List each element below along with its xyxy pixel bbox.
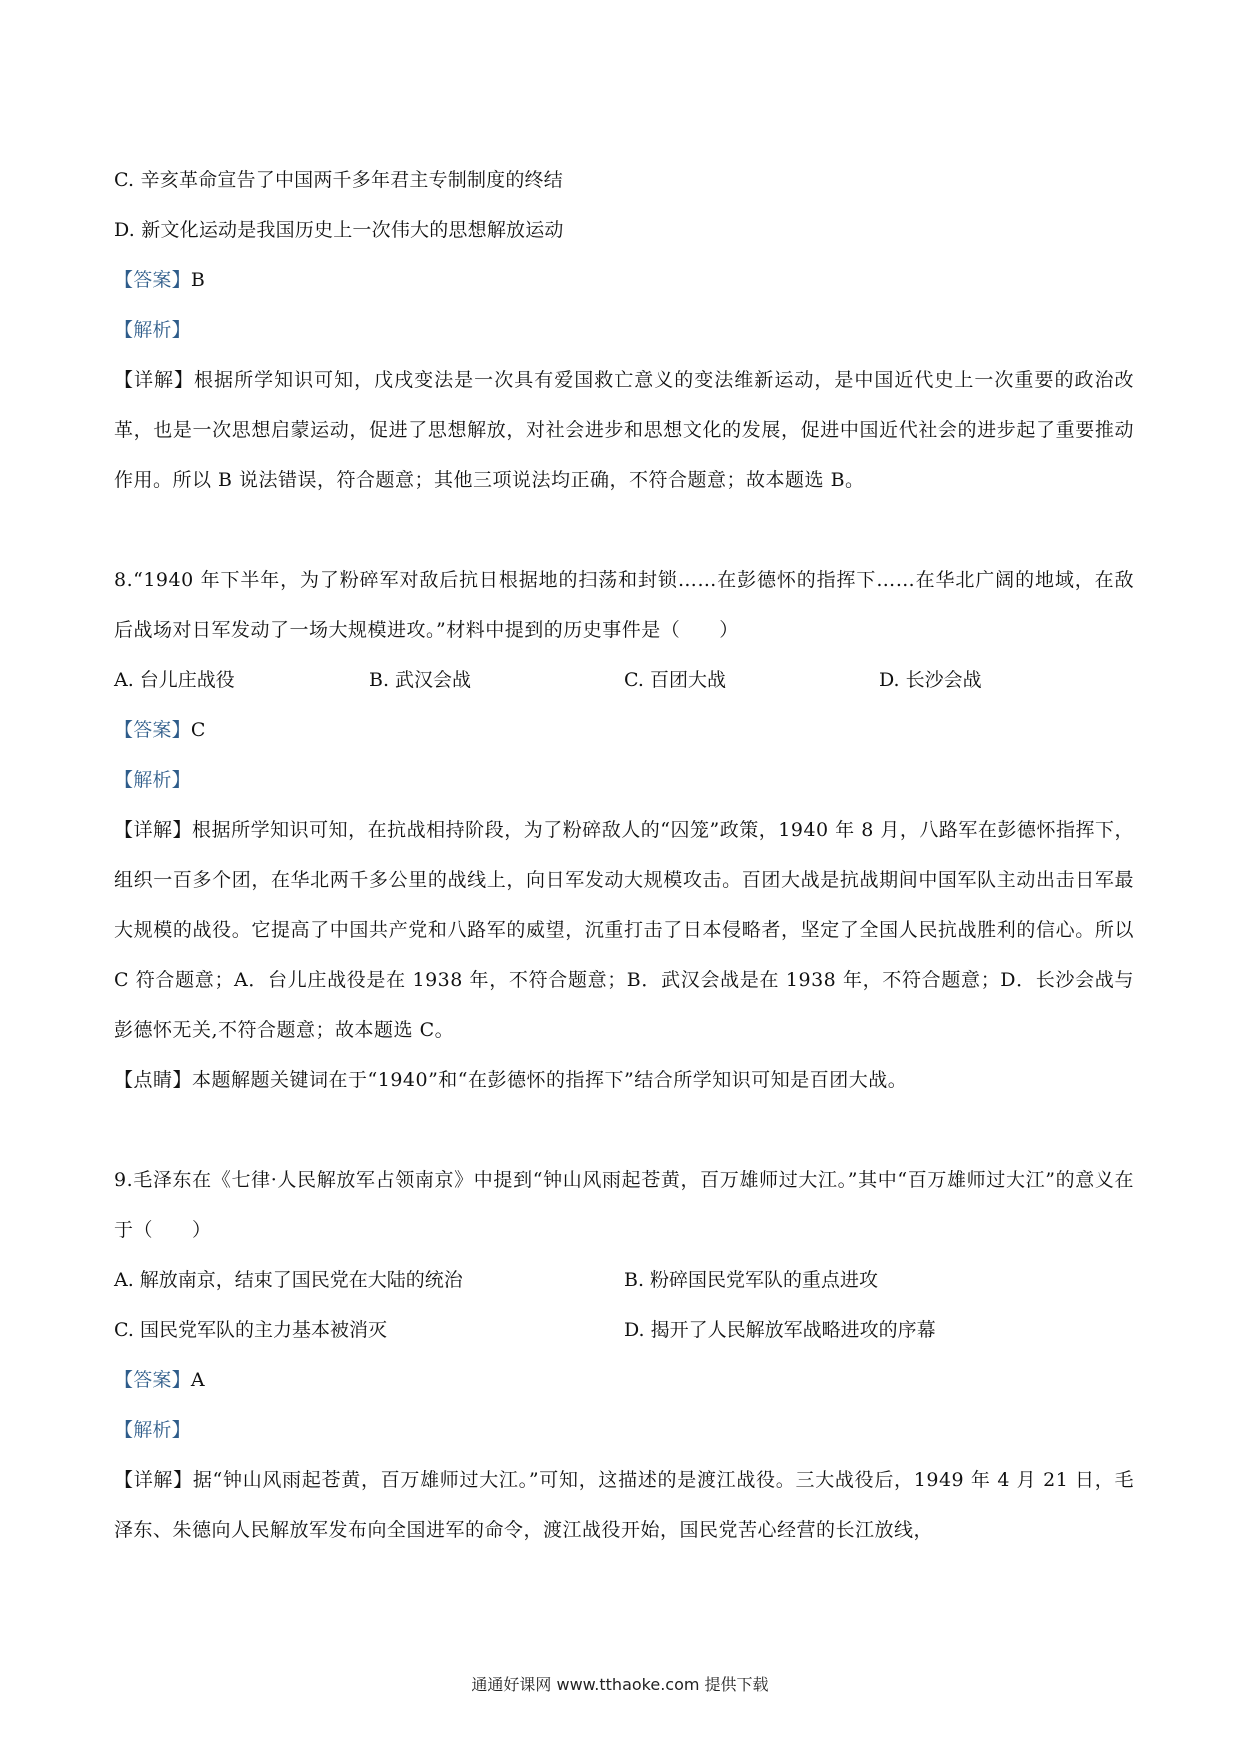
detail-label: 【详解】 xyxy=(114,369,195,391)
q8-answer xyxy=(114,705,1134,755)
q8-comment xyxy=(114,1055,1134,1105)
detail-label: 【详解】 xyxy=(114,819,193,841)
answer-label: 【答案】 xyxy=(114,269,191,291)
q9-detail xyxy=(114,1455,1134,1555)
document-content xyxy=(114,155,1134,1555)
detail-label: 【详解】 xyxy=(114,1469,193,1491)
q9-options-row2 xyxy=(114,1305,1134,1355)
analysis-label: 【解析】 xyxy=(114,1419,191,1441)
q9-option-a: A. 解放南京，结束了国民党在大陆的统治 xyxy=(114,1269,463,1291)
q9-options-row1 xyxy=(114,1255,1134,1305)
answer-value: C xyxy=(190,719,206,741)
comment-text: 本题解题关键词在于“1940”和“在彭德怀的指挥下”结合所学知识可知是百团大战。 xyxy=(192,1069,908,1091)
answer-value: A xyxy=(190,1369,205,1391)
q7-detail xyxy=(114,355,1134,505)
q9-option-b: B. 粉碎国民党军队的重点进攻 xyxy=(624,1269,879,1291)
q9-stem: 9.毛泽东在《七律·人民解放军占领南京》中提到“钟山风雨起苍黄，百万雄师过大江。”其中“百万雄师过大江”的意义在于（ ） xyxy=(114,1169,1134,1241)
q7-option-c: C. 辛亥革命宣告了中国两千多年君主专制制度的终结 xyxy=(114,169,563,191)
q8-option-c: C. 百团大战 xyxy=(624,669,726,691)
q8-analysis xyxy=(114,755,1134,805)
q8-option-d: D. 长沙会战 xyxy=(879,669,982,691)
answer-label: 【答案】 xyxy=(114,719,191,741)
q8-options xyxy=(114,655,1134,705)
detail-text: 根据所学知识可知，在抗战相持阶段，为了粉碎敌人的“囚笼”政策，1940 年 8 月，八路军在彭德怀指挥下，组织一百多个团，在华北两千多公里的战线上，向日军发动大规模攻击。百团大战是抗战期间中国军队主动出击日军最大规模的战役。它提高了中国共产党和八路军的威望，沉重打击了日本侵略者，坚定了全国人民抗战胜利的信心。所以 C 符合题意；A．台儿庄战役是在 1938 年，不符合题意；B．武汉会战是在 1938 年，不符合题意；D．长沙会战与彭德怀无关,不符合题意；故本题选 C。 xyxy=(114,819,1134,1041)
q9-analysis xyxy=(114,1405,1134,1455)
q8-option-b: B. 武汉会战 xyxy=(369,669,472,691)
spacer xyxy=(114,505,1134,555)
q7-option-d: D. 新文化运动是我国历史上一次伟大的思想解放运动 xyxy=(114,219,564,241)
page-footer: 通通好课网 www.tthaoke.com 提供下载 xyxy=(471,1675,769,1694)
spacer xyxy=(114,1105,1134,1155)
q8-option-a: A. 台儿庄战役 xyxy=(114,669,235,691)
q9-option-d: D. 揭开了人民解放军战略进攻的序幕 xyxy=(624,1319,936,1341)
q9-option-c: C. 国民党军队的主力基本被消灭 xyxy=(114,1319,387,1341)
comment-label: 【点睛】 xyxy=(114,1069,193,1091)
answer-value: B xyxy=(190,269,205,291)
q8-stem: 8.“1940 年下半年，为了粉碎军对敌后抗日根据地的扫荡和封锁……在彭德怀的指挥下……在华北广阔的地域，在敌后战场对日军发动了一场大规模进攻。”材料中提到的历史事件是（ ） xyxy=(114,569,1134,641)
answer-label: 【答案】 xyxy=(114,1369,191,1391)
q7-analysis xyxy=(114,305,1134,355)
detail-text: 据“钟山风雨起苍黄，百万雄师过大江。”可知，这描述的是渡江战役。三大战役后，1949 年 4 月 21 日，毛泽东、朱德向人民解放军发布向全国进军的命令，渡江战役开始，国民党苦心经营的长江放线， xyxy=(114,1469,1134,1541)
q7-answer xyxy=(114,255,1134,305)
q9-answer xyxy=(114,1355,1134,1405)
analysis-label: 【解析】 xyxy=(114,319,191,341)
q8-detail xyxy=(114,805,1134,1055)
detail-text: 根据所学知识可知，戊戌变法是一次具有爱国救亡意义的变法维新运动，是中国近代史上一次重要的政治改革，也是一次思想启蒙运动，促进了思想解放，对社会进步和思想文化的发展，促进中国近代社会的进步起了重要推动作用。所以 B 说法错误，符合题意；其他三项说法均正确，不符合题意；故本题选 B。 xyxy=(114,369,1134,491)
analysis-label: 【解析】 xyxy=(114,769,191,791)
